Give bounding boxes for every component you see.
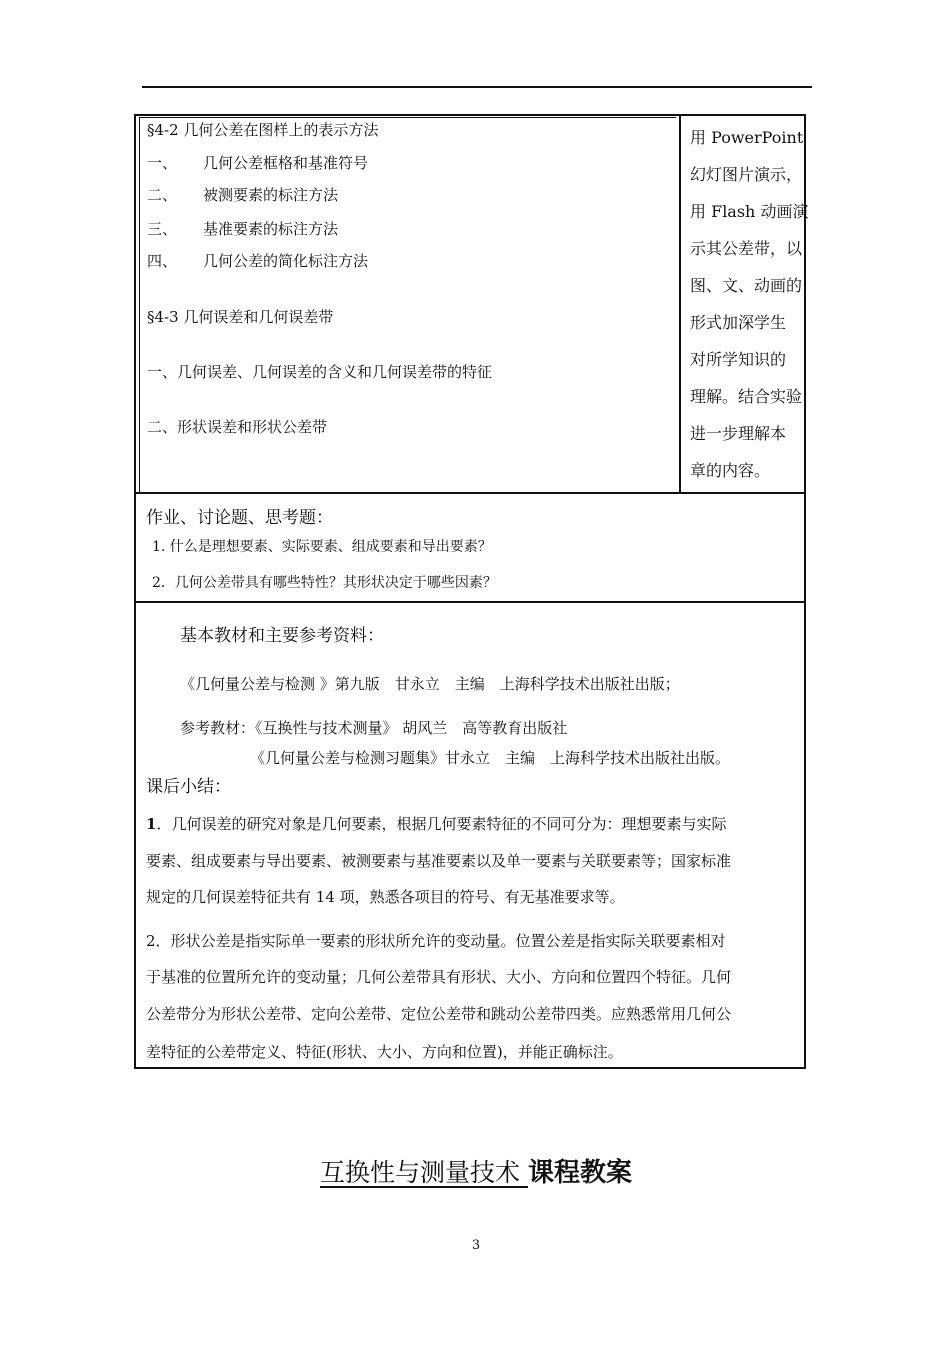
document-type: 课程教案 — [527, 1158, 632, 1188]
inner-row-border — [139, 117, 676, 118]
teaching-method-note — [690, 119, 809, 489]
inner-column-border — [139, 118, 140, 492]
outline-item-3-text: 基准要素的标注方法 — [203, 220, 339, 238]
note-line: 图、文、动画的 — [690, 276, 803, 295]
reference-1: 参考教材：《互换性与技术测量》 胡风兰 高等教育出版社 — [180, 719, 568, 737]
outline-item-4-text: 几何公差的简化标注方法 — [203, 252, 369, 270]
summary-p2-line-3: 公差带分为形状公差带、定向公差带、定位公差带和跳动公差带四类。应熟悉常用几何公 — [146, 1005, 732, 1023]
section-4-3-sub1: 一、几何误差、几何误差的含义和几何误差带的特征 — [147, 363, 493, 381]
summary-p2-line-1: 2．形状公差是指实际单一要素的形状所允许的变动量。位置公差是指实际关联要素相对 — [146, 932, 726, 950]
section-4-2-title: §4-2 几何公差在图样上的表示方法 — [147, 121, 379, 139]
summary-heading: 课后小结： — [146, 777, 231, 797]
summary-p1-line-1 — [146, 813, 726, 834]
outline-item-1-text: 几何公差框格和基准符号 — [203, 154, 369, 172]
outline-item-4-num: 四、 — [147, 252, 178, 270]
note-line: 幻灯图片演示， — [690, 165, 803, 184]
note-line: 示其公差带，以 — [690, 239, 803, 258]
reference-2: 《几何量公差与检测习题集》甘永立 主编 上海科学技术出版社出版。 — [250, 749, 731, 767]
note-line: 对所学知识的 — [690, 350, 787, 369]
summary-p2-line-2: 于基准的位置所允许的变动量；几何公差带具有形状、大小、方向和位置四个特征。几何 — [146, 968, 732, 986]
course-name: 互换性与测量技术 — [320, 1158, 521, 1187]
outline-item-2-num: 二、 — [147, 186, 178, 204]
row-divider-homework — [136, 492, 804, 494]
summary-p1-line-1-text: ．几何误差的研究对象是几何要素，根据几何要素特征的不同可分为：理想要素与实际 — [156, 815, 727, 833]
note-line: 用 PowerPoint — [690, 128, 804, 147]
page-number: 3 — [471, 1238, 481, 1253]
outline-item-1-num: 一、 — [147, 154, 178, 172]
summary-p2-line-4: 差特征的公差带定义、特征(形状、大小、方向和位置)，并能正确标注。 — [146, 1043, 623, 1061]
summary-p1-number: 1 — [146, 815, 157, 833]
header-rule — [142, 86, 812, 88]
section-4-3-title: §4-3 几何误差和几何误差带 — [147, 308, 334, 326]
homework-heading: 作业、讨论题、思考题： — [146, 508, 333, 528]
homework-question-1: 1. 什么是理想要素、实际要素、组成要素和导出要素？ — [152, 539, 492, 555]
row-divider-references — [136, 601, 804, 603]
note-line: 用 Flash 动画演 — [690, 202, 809, 221]
summary-p1-line-3: 规定的几何误差特征共有 14 项，熟悉各项目的符号、有无基准要求等。 — [146, 888, 625, 906]
references-heading: 基本教材和主要参考资料： — [180, 626, 384, 646]
note-line: 章的内容。 — [690, 461, 771, 480]
summary-p1-line-2: 要素、组成要素与导出要素、被测要素与基准要素以及单一要素与关联要素等；国家标准 — [146, 852, 732, 870]
outline-item-2-text: 被测要素的标注方法 — [203, 186, 339, 204]
outline-item-3-num: 三、 — [147, 220, 178, 238]
reference-main-textbook: 《几何量公差与检测 》第九版 甘永立 主编 上海科学技术出版社出版； — [180, 675, 680, 693]
note-line: 理解。结合实验 — [690, 387, 803, 406]
section-4-3-sub2: 二、形状误差和形状公差带 — [147, 418, 328, 436]
note-line: 进一步理解本 — [690, 424, 787, 443]
homework-question-2: 2．几何公差带具有哪些特性？其形状决定于哪些因素？ — [152, 575, 497, 591]
footer-title — [0, 1152, 952, 1189]
column-divider — [679, 116, 681, 494]
note-line: 形式加深学生 — [690, 313, 787, 332]
